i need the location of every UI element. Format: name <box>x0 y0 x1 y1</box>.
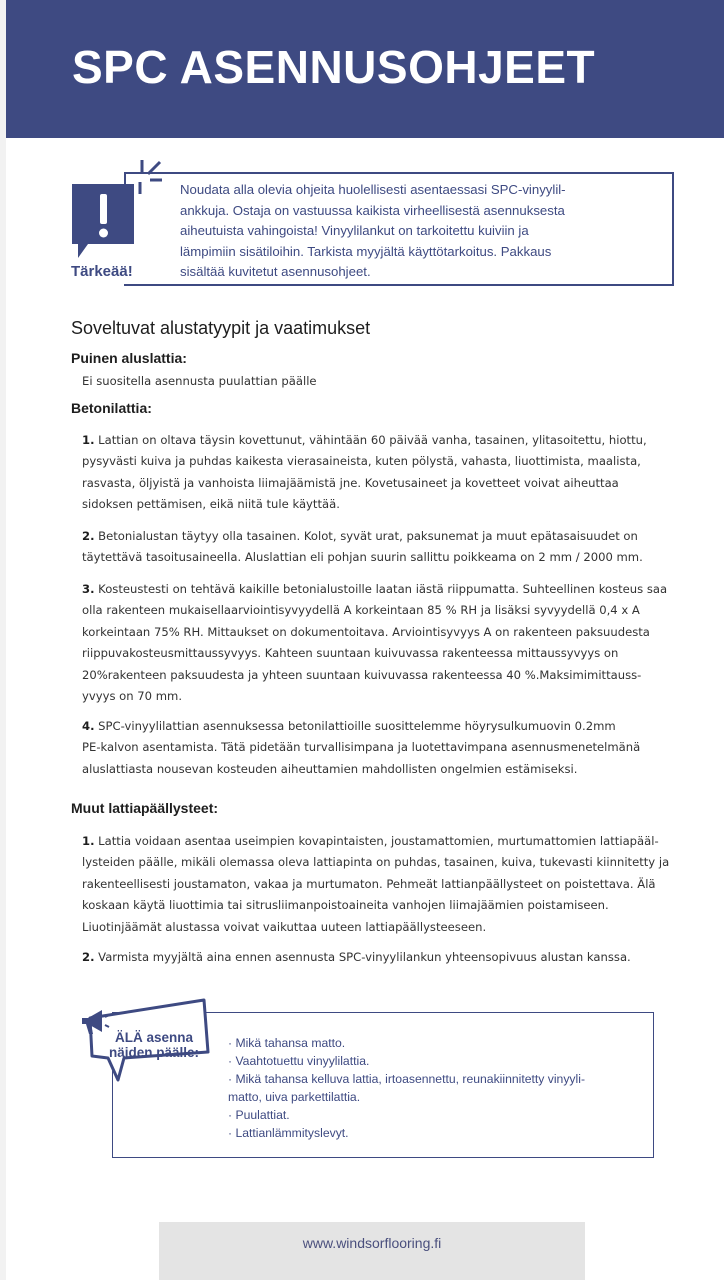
notice-box <box>124 172 674 286</box>
notice-line: aiheutuista vahingoista! Vinyylilankut on tarkoitettu kuiviin ja <box>180 223 529 238</box>
item-line: Betonialustan täytyy olla tasainen. Kolot, syvät urat, paksunemat ja muut epätasaisuudet on <box>98 529 638 543</box>
list-item: · Puulattiat. <box>228 1108 290 1122</box>
wood-text: Ei suositella asennusta puulattian päälle <box>82 374 317 388</box>
other-floors-heading: Muut lattiapäällysteet: <box>71 800 219 816</box>
item-line: Liuotinjäämät alustassa voivat vaikuttaa uuteen lattiapäällysteeseen. <box>82 919 487 934</box>
item-line: rasvasta, öljyistä ja vanhoista liimajäämistä jne. Kovetusaineet ja kovetteet voivat aiheuttaa <box>82 475 619 490</box>
list-item: · Mikä tahansa matto. <box>228 1036 346 1050</box>
concrete-item-3 <box>82 579 682 707</box>
item-line: Kosteustesti on tehtävä kaikille betonialustoille laatan iästä riippumatta. Suhteellinen kosteus saa <box>98 582 668 596</box>
notice-text <box>180 180 660 283</box>
notice-line: sisältää kuvitetut asennusohjeet. <box>180 264 371 279</box>
page <box>6 0 724 1280</box>
item-line: Lattian on oltava täysin kovettunut, vähintään 60 päivää vanha, tasainen, ylitasoitettu, hiottu, <box>98 433 647 447</box>
concrete-item-4 <box>82 716 682 780</box>
wood-heading: Puinen aluslattia: <box>71 350 187 366</box>
concrete-item-2 <box>82 526 682 569</box>
item-number: 4. <box>82 719 95 733</box>
item-line: PE-kalvon asentamista. Tätä pidetään turvallisimpana ja luotettavimpana asennusmenetelmänä <box>82 740 641 755</box>
badge-line: näiden päälle: <box>108 1045 200 1060</box>
item-line: Lattia voidaan asentaa useimpien kovapintaisten, joustamattomien, murtumattomien lattiapääl- <box>98 834 659 848</box>
item-line: riippuvakosteusmittaussyvyys. Kahteen suuntaan kuivuvassa rakenteessa mittaussyvyys on <box>82 646 619 661</box>
notice-line: ankkuja. Ostaja on vastuussa kaikista virheellisestä asennuksesta <box>180 202 565 218</box>
item-number: 2. <box>82 950 95 964</box>
item-line: 20%rakenteen paksuudesta ja yhteen suuntaan kuivuvassa rakenteessa 40 %.Maksimimittauss- <box>82 667 642 682</box>
list-item: · Vaahtotuettu vinyylilattia. <box>228 1054 370 1068</box>
badge-line: ÄLÄ asenna <box>114 1030 194 1045</box>
item-line: SPC-vinyylilattian asennuksessa betonilattioille suosittelemme höyrysulkumuovin 0.2mm <box>98 719 616 733</box>
notice-line: Noudata alla olevia ohjeita huolellisesti asentaessasi SPC-vinyylil- <box>180 182 566 197</box>
item-number: 2. <box>82 529 95 543</box>
page-title: SPC ASENNUSOHJEET <box>72 41 596 93</box>
website-link[interactable]: www.windsorflooring.fi <box>302 1235 442 1251</box>
item-line: lysteiden päälle, mikäli olemassa oleva lattiapinta on puhdas, tasainen, kuiva, tukevasti kiinnitetty ja <box>82 855 670 870</box>
item-line: korkeintaan 75% RH. Mittaukset on dokumentoitava. Arviointisyvyys A on rakenteen paksuudesta <box>82 624 650 639</box>
item-number: 1. <box>82 834 95 848</box>
header-banner <box>6 0 724 138</box>
footer <box>159 1222 585 1280</box>
concrete-item-1 <box>82 430 682 516</box>
item-line: olla rakenteen mukaisellaarviointisyvyydellä A korkeintaan 85 % RH ja lisäksi syvyydellä 0,4 x A <box>82 603 640 618</box>
item-line: rakenteellisesti joustamaton, vakaa ja murtumaton. Pehmeät lattianpäällysteet on poistettava. Älä <box>82 876 656 891</box>
list-item: · Mikä tahansa kelluva lattia, irtoasennettu, reunakiinnitetty vinyyli- <box>228 1072 585 1086</box>
item-line: koskaan käytä liuottimia tai sitrusliimanpoistoaineita vanhojen liimajäämien poistamiseen. <box>82 898 609 913</box>
other-item-1 <box>82 831 682 938</box>
list-item: matto, uiva parkettilattia. <box>228 1090 361 1104</box>
item-line: aluslattiasta nousevan kosteuden aiheuttamien mahdollisten ongelmien estämiseksi. <box>82 761 578 776</box>
list-item: · Lattianlämmityslevyt. <box>228 1126 349 1140</box>
item-line: täytettävä tasoitusaineella. Aluslattian eli pohjan suurin sallittu poikkeama on 2 mm / 2000 mm. <box>82 550 643 565</box>
item-line: sidoksen pettämisen, eikä niitä tule käyttää. <box>82 497 340 512</box>
item-number: 3. <box>82 582 95 596</box>
item-line: pysyvästi kuiva ja puhdas kaikesta vierasaineista, kuten pölystä, vahasta, liuottimista, maalista, <box>82 454 641 469</box>
item-line: yvyys on 70 mm. <box>82 689 183 704</box>
section-title: Soveltuvat alustatyypit ja vaatimukset <box>71 318 371 338</box>
concrete-heading: Betonilattia: <box>71 400 152 416</box>
important-label: Tärkeää! <box>71 263 133 280</box>
item-number: 1. <box>82 433 95 447</box>
other-item-2 <box>82 947 682 968</box>
notice-line: lämpimiin sisätiloihin. Tarkista myyjältä käyttötarkoitus. Pakkaus <box>180 243 552 259</box>
item-line: Varmista myyjältä aina ennen asennusta SPC-vinyylilankun yhteensopivuus alustan kanssa. <box>98 950 631 964</box>
dont-install-list <box>228 1034 648 1142</box>
badge-text <box>102 1030 206 1060</box>
